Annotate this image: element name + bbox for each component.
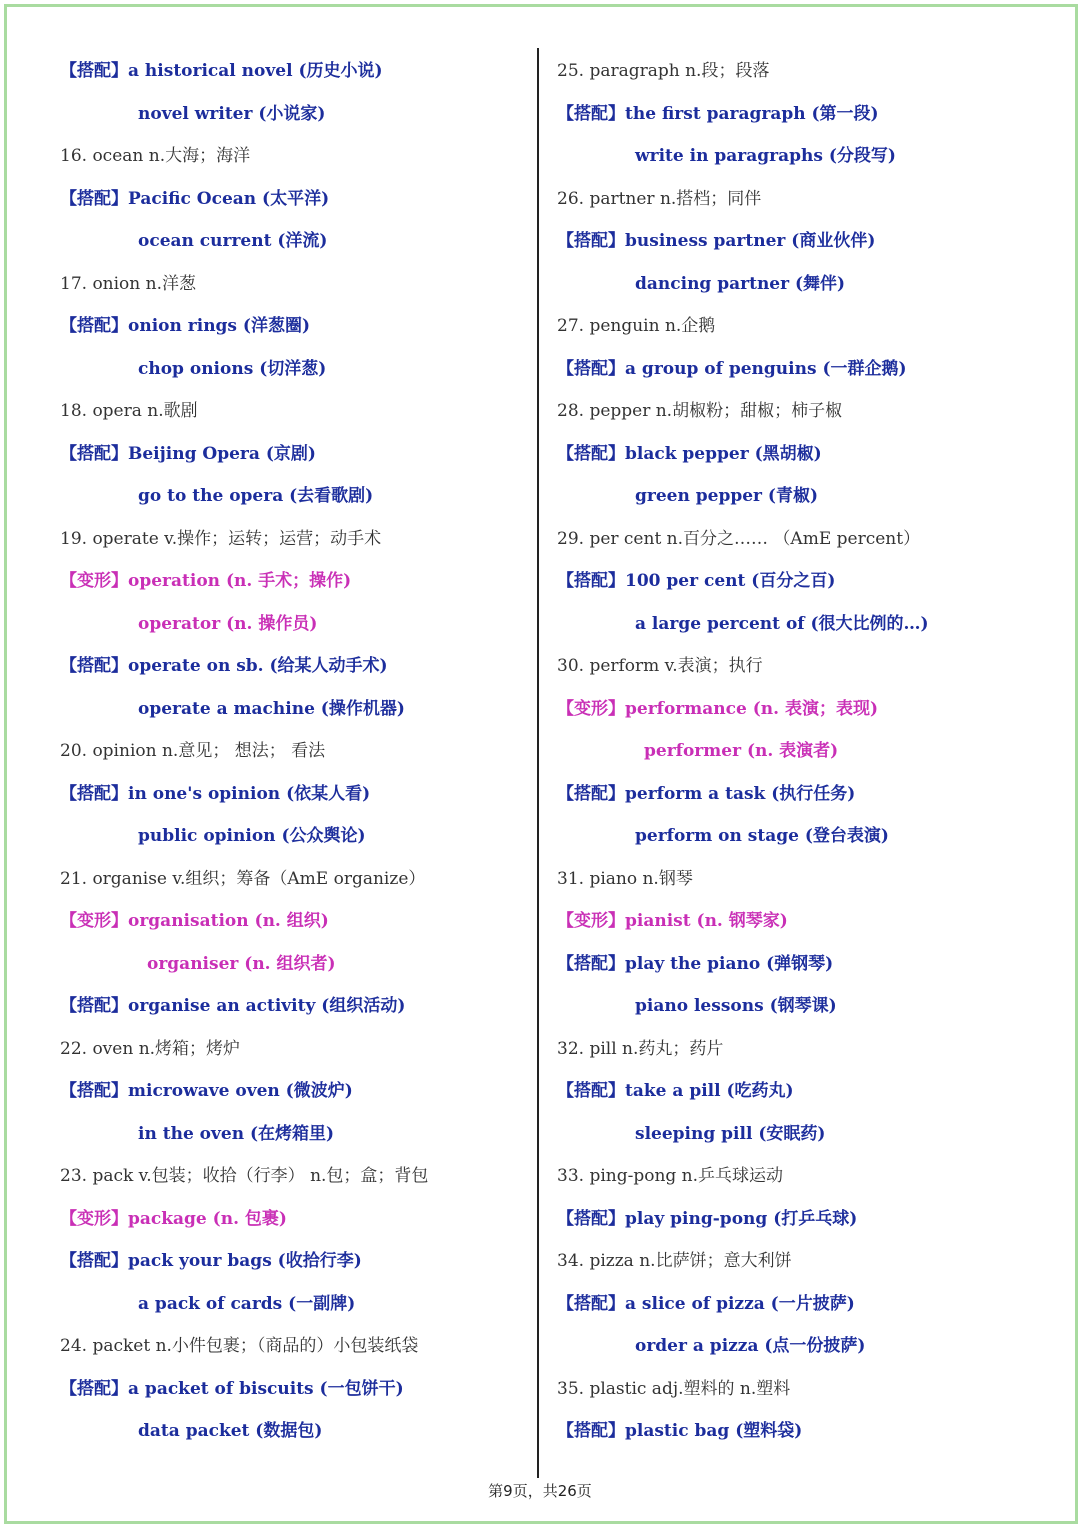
word-form-line — [60, 603, 540, 646]
entry-text: a group of penguins (一群企鹅) — [625, 358, 907, 379]
entry-text: dancing partner (舞伴) — [635, 273, 846, 294]
collocation-tag: 【搭配】 — [60, 656, 128, 676]
entry-text: a large percent of (很大比例的…) — [635, 613, 929, 634]
collocation-line — [60, 178, 540, 221]
entry-text: operator (n. 操作员) — [138, 613, 318, 634]
entry-text: organiser (n. 组织者) — [147, 953, 336, 974]
collocation-line — [557, 475, 1037, 518]
entry-text: take a pill (吃药丸) — [625, 1081, 794, 1101]
collocation-line — [557, 773, 1037, 816]
collocation-line — [557, 220, 1037, 263]
collocation-line — [557, 815, 1037, 858]
entry-text: 19. operate v.操作；运转；运营；动手术 — [60, 528, 382, 549]
form-tag: 【变形】 — [557, 698, 625, 719]
collocation-line — [60, 220, 540, 263]
entry-text: the first paragraph (第一段) — [625, 103, 879, 124]
entry-text: 29. per cent n.百分之…… （AmE percent） — [557, 528, 921, 549]
collocation-line — [60, 645, 540, 688]
collocation-tag: 【搭配】 — [557, 358, 625, 379]
entry-text: perform a task (执行任务) — [625, 783, 856, 804]
collocation-line — [60, 1368, 540, 1411]
collocation-tag: 【搭配】 — [557, 783, 625, 804]
collocation-line — [557, 263, 1037, 306]
form-tag: 【变形】 — [557, 911, 625, 931]
collocation-line — [60, 305, 540, 348]
vocab-entry — [557, 1028, 1037, 1071]
entry-text: in the oven (在烤箱里) — [138, 1123, 335, 1144]
vocab-entry — [557, 390, 1037, 433]
collocation-tag: 【搭配】 — [60, 783, 128, 804]
vocab-entry — [557, 645, 1037, 688]
collocation-tag: 【搭配】 — [60, 61, 128, 81]
collocation-tag: 【搭配】 — [60, 1081, 128, 1101]
entry-text: 16. ocean n.大海；海洋 — [60, 146, 251, 166]
collocation-line — [60, 1113, 540, 1156]
collocation-tag: 【搭配】 — [60, 1378, 128, 1399]
collocation-line — [557, 943, 1037, 986]
collocation-tag: 【搭配】 — [60, 1251, 128, 1271]
entry-text: 28. pepper n.胡椒粉；甜椒；柿子椒 — [557, 401, 843, 421]
entry-text: a slice of pizza (一片披萨) — [625, 1293, 855, 1314]
left-column — [60, 50, 540, 1453]
collocation-tag: 【搭配】 — [557, 1081, 625, 1101]
word-form-line — [557, 688, 1037, 731]
entry-text: public opinion (公众舆论) — [138, 826, 366, 846]
page-footer: 第9页，共26页 — [488, 1482, 592, 1500]
entry-text: performer (n. 表演者) — [644, 741, 839, 761]
vocab-entry — [60, 858, 540, 901]
entry-text: in one's opinion (依某人看) — [128, 783, 371, 804]
vocab-entry — [60, 730, 540, 773]
word-form-line — [60, 1198, 540, 1241]
collocation-line — [557, 603, 1037, 646]
collocation-line — [60, 50, 540, 93]
collocation-line — [60, 1283, 540, 1326]
collocation-line — [557, 1410, 1037, 1453]
collocation-line — [60, 1070, 540, 1113]
vocab-entry — [60, 263, 540, 306]
collocation-line — [60, 93, 540, 136]
entry-text: plastic bag (塑料袋) — [625, 1421, 803, 1441]
entry-text: onion rings (洋葱圈) — [128, 316, 311, 336]
entry-text: pianist (n. 钢琴家) — [625, 911, 788, 931]
entry-text: organisation (n. 组织) — [128, 911, 329, 931]
collocation-tag: 【搭配】 — [60, 188, 128, 209]
collocation-tag: 【搭配】 — [557, 1421, 625, 1441]
collocation-tag: 【搭配】 — [60, 443, 128, 464]
entry-text: 25. paragraph n.段；段落 — [557, 61, 770, 81]
entry-text: 17. onion n.洋葱 — [60, 273, 196, 294]
entry-text: write in paragraphs (分段写) — [635, 146, 896, 166]
entry-text: data packet (数据包) — [138, 1421, 323, 1441]
entry-text: 34. pizza n.比萨饼；意大利饼 — [557, 1251, 792, 1271]
form-tag: 【变形】 — [60, 571, 128, 591]
collocation-line — [60, 475, 540, 518]
vocab-entry — [557, 178, 1037, 221]
collocation-tag: 【搭配】 — [557, 571, 625, 591]
entry-text: a pack of cards (一副牌) — [138, 1293, 356, 1314]
vocab-entry — [557, 858, 1037, 901]
entry-text: sleeping pill (安眠药) — [635, 1123, 826, 1144]
collocation-line — [557, 93, 1037, 136]
entry-text: perform on stage (登台表演) — [635, 826, 889, 846]
collocation-line — [557, 1325, 1037, 1368]
entry-text: chop onions (切洋葱) — [138, 358, 327, 379]
collocation-line — [557, 1113, 1037, 1156]
collocation-line — [557, 1198, 1037, 1241]
entry-text: 20. opinion n.意见； 想法； 看法 — [60, 741, 326, 761]
entry-text: Beijing Opera (京剧) — [128, 443, 316, 464]
entry-text: 26. partner n.搭档；同伴 — [557, 188, 762, 209]
entry-text: play the piano (弹钢琴) — [625, 953, 834, 974]
collocation-line — [60, 1410, 540, 1453]
entry-text: play ping-pong (打乒乓球) — [625, 1208, 858, 1229]
entry-text: 33. ping-pong n.乒乓球运动 — [557, 1166, 784, 1186]
entry-text: black pepper (黑胡椒) — [625, 443, 822, 464]
entry-text: a historical novel (历史小说) — [128, 61, 383, 81]
form-tag: 【变形】 — [60, 911, 128, 931]
collocation-tag: 【搭配】 — [557, 953, 625, 974]
entry-text: package (n. 包裹) — [128, 1208, 287, 1229]
vocab-entry — [60, 1325, 540, 1368]
entry-text: 32. pill n.药丸；药片 — [557, 1038, 724, 1059]
vocab-entry — [60, 390, 540, 433]
entry-text: operation (n. 手术；操作) — [128, 571, 352, 591]
word-form-line — [60, 943, 540, 986]
right-column — [557, 50, 1037, 1453]
collocation-tag: 【搭配】 — [60, 316, 128, 336]
collocation-tag: 【搭配】 — [557, 1293, 625, 1314]
collocation-tag: 【搭配】 — [557, 103, 625, 124]
word-form-line — [60, 900, 540, 943]
collocation-line — [557, 348, 1037, 391]
collocation-tag: 【搭配】 — [557, 1208, 625, 1229]
entry-text: ocean current (洋流) — [138, 231, 328, 251]
word-form-line — [557, 730, 1037, 773]
word-form-line — [60, 560, 540, 603]
vocab-entry — [60, 1155, 540, 1198]
collocation-line — [60, 773, 540, 816]
column-divider — [537, 48, 539, 1478]
vocab-entry — [60, 135, 540, 178]
entry-text: operate on sb. (给某人动手术) — [128, 656, 388, 676]
entry-text: 18. opera n.歌剧 — [60, 401, 198, 421]
entry-text: microwave oven (微波炉) — [128, 1081, 353, 1101]
entry-text: green pepper (青椒) — [635, 486, 819, 506]
entry-text: performance (n. 表演；表现) — [625, 698, 878, 719]
entry-text: go to the opera (去看歌剧) — [138, 486, 374, 506]
collocation-line — [557, 433, 1037, 476]
collocation-tag: 【搭配】 — [557, 443, 625, 464]
collocation-line — [557, 135, 1037, 178]
collocation-line — [60, 985, 540, 1028]
collocation-line — [557, 1283, 1037, 1326]
entry-text: 31. piano n.钢琴 — [557, 868, 693, 889]
entry-text: 21. organise v.组织；筹备（AmE organize） — [60, 868, 426, 889]
vocab-entry — [557, 50, 1037, 93]
entry-text: 24. packet n.小件包裹；（商品的）小包装纸袋 — [60, 1336, 419, 1356]
collocation-line — [60, 433, 540, 476]
collocation-line — [557, 1070, 1037, 1113]
entry-text: operate a machine (操作机器) — [138, 698, 405, 719]
vocab-entry — [557, 305, 1037, 348]
entry-text: pack your bags (收拾行李) — [128, 1251, 362, 1271]
entry-text: 30. perform v.表演；执行 — [557, 656, 763, 676]
entry-text: 22. oven n.烤箱；烤炉 — [60, 1038, 241, 1059]
entry-text: Pacific Ocean (太平洋) — [128, 188, 330, 209]
vocab-entry — [60, 1028, 540, 1071]
collocation-tag: 【搭配】 — [60, 996, 128, 1016]
vocab-entry — [60, 518, 540, 561]
collocation-line — [557, 560, 1037, 603]
entry-text: 27. penguin n.企鹅 — [557, 316, 716, 336]
collocation-tag: 【搭配】 — [557, 231, 625, 251]
collocation-line — [60, 688, 540, 731]
collocation-line — [60, 1240, 540, 1283]
vocab-entry — [557, 1368, 1037, 1411]
collocation-line — [60, 348, 540, 391]
entry-text: 23. pack v.包装；收拾（行李） n.包；盒；背包 — [60, 1166, 429, 1186]
entry-text: 100 per cent (百分之百) — [625, 571, 836, 591]
word-form-line — [557, 900, 1037, 943]
entry-text: a packet of biscuits (一包饼干) — [128, 1378, 404, 1399]
vocab-entry — [557, 518, 1037, 561]
form-tag: 【变形】 — [60, 1208, 128, 1229]
collocation-line — [557, 985, 1037, 1028]
vocab-entry — [557, 1240, 1037, 1283]
entry-text: 35. plastic adj.塑料的 n.塑料 — [557, 1378, 791, 1399]
entry-text: business partner (商业伙伴) — [625, 231, 876, 251]
vocab-entry — [557, 1155, 1037, 1198]
entry-text: order a pizza (点一份披萨) — [635, 1336, 866, 1356]
collocation-line — [60, 815, 540, 858]
entry-text: organise an activity (组织活动) — [128, 996, 406, 1016]
entry-text: novel writer (小说家) — [138, 103, 326, 124]
entry-text: piano lessons (钢琴课) — [635, 996, 837, 1016]
